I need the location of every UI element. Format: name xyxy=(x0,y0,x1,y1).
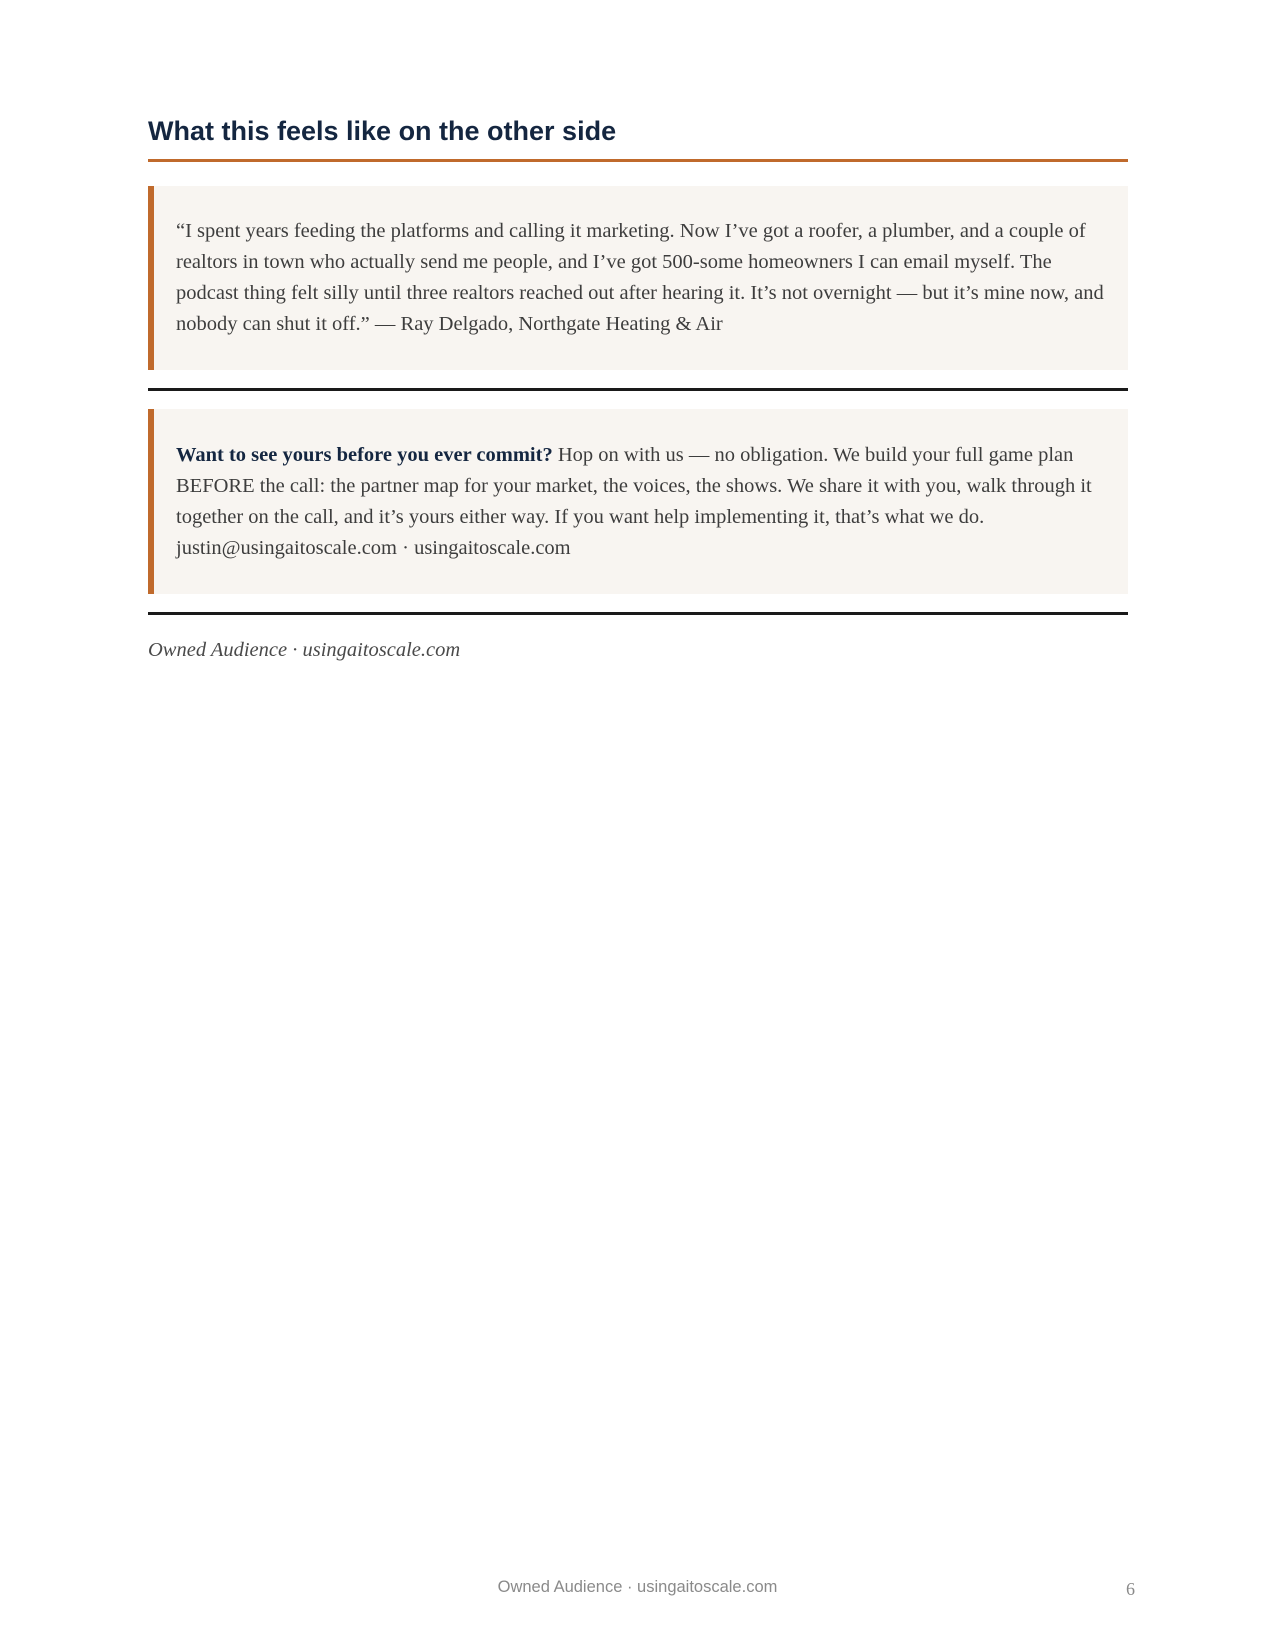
cta-lead: Want to see yours before you ever commit? xyxy=(176,444,553,467)
running-footer: Owned Audience · usingaitoscale.com xyxy=(497,1578,778,1596)
testimonial-callout xyxy=(148,186,1128,370)
section-heading: What this feels like on the other side xyxy=(148,116,1128,162)
divider xyxy=(148,612,1128,615)
testimonial-text: “I spent years feeding the platforms and calling it marketing. Now I’ve got a roofer, a plumber, and a couple of realtors in town who actually send me people, and I’ve got 500-some homeowners I can email myself. The podcast thing felt silly until three realtors reached out after hearing it. It’s not overnight — but it’s mine now, and nobody can shut it off.” — Ray Delgado, Northgate Heating & Air xyxy=(176,220,1104,336)
closing-line: Owned Audience · usingaitoscale.com xyxy=(148,639,461,662)
cta-callout xyxy=(148,409,1128,594)
divider xyxy=(148,388,1128,391)
page-number: 6 xyxy=(1126,1579,1135,1599)
page-content xyxy=(148,116,1128,662)
cta-body: Hop on with us — no obligation. We build your full game plan BEFORE the call: the partner map for your market, the voices, the shows. We share it with you, walk through it together on the call, and it’s yours either way. If you want help implementing it, that’s what we do. justin@usingaitoscale.com · usingaitoscale.com xyxy=(176,444,1092,560)
